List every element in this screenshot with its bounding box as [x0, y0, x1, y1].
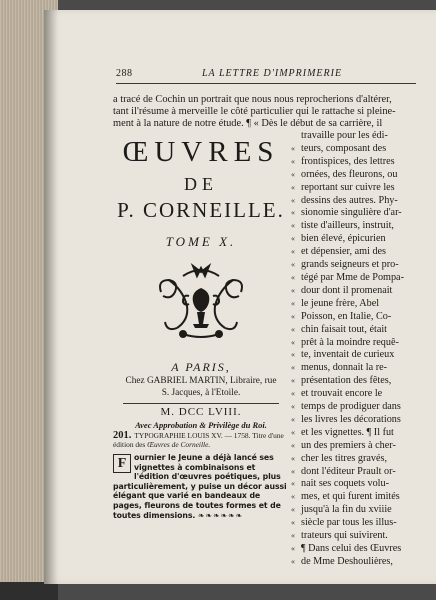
side-column-text: présentation des fêtes, — [301, 375, 392, 387]
header-rule — [116, 83, 416, 84]
side-column-line — [291, 207, 425, 220]
quote-mark: « — [291, 427, 295, 437]
side-column-line — [291, 272, 425, 285]
side-column-line — [291, 311, 425, 324]
quote-mark: « — [291, 311, 295, 321]
side-column-line — [291, 453, 425, 466]
side-column-text: travaille pour les édi- — [301, 130, 388, 141]
side-column-text: dont l'éditeur Prault or- — [301, 465, 396, 477]
quote-mark: « — [291, 260, 295, 270]
side-column-text: prêt à la moindre requê- — [301, 336, 399, 348]
quote-mark: « — [291, 479, 295, 489]
quote-mark: « — [291, 531, 295, 541]
side-column-line — [291, 143, 425, 156]
quote-mark: « — [291, 389, 295, 399]
side-column-line — [291, 337, 425, 350]
plate-year: M. DCC LVIII. — [160, 406, 242, 418]
caption-text: TYPOGRAPHIE LOUIS XV. — 1758. Titre d'une édition des — [113, 431, 284, 449]
quote-mark: « — [291, 208, 295, 218]
fleuron-ornament-icon — [153, 262, 249, 342]
figure-caption — [113, 432, 289, 449]
running-head — [116, 68, 416, 82]
side-column-text: le jeune frère, Abel — [301, 297, 380, 309]
quote-mark: « — [291, 324, 295, 334]
quote-mark: « — [291, 298, 295, 308]
quote-mark: « — [291, 195, 295, 205]
plate-title: ŒUVRES — [122, 136, 280, 168]
side-column-text: frontispices, des lettres — [301, 155, 395, 167]
quote-mark: « — [291, 234, 295, 244]
side-column-line — [291, 427, 425, 440]
side-column-text: les livres les décorations — [301, 413, 401, 425]
plate-divider — [123, 403, 279, 404]
quote-mark: « — [291, 556, 295, 566]
intro-line: ment à la nature de notre étude. ¶ « Dès le début de sa carrière, il — [113, 118, 383, 130]
side-column-line — [291, 233, 425, 246]
side-column-text: mes, et qui furent imités — [301, 491, 400, 503]
plate-city: A PARIS, — [171, 360, 231, 374]
quote-mark: « — [291, 247, 295, 257]
page-number: 288 — [116, 68, 133, 79]
quote-mark: « — [291, 350, 295, 360]
side-column-text: tiste d'ailleurs, instruit, — [301, 220, 394, 232]
side-column-line — [291, 491, 425, 504]
quote-mark: « — [291, 143, 295, 153]
side-column-text: dour dont il promenait — [301, 284, 393, 296]
side-column-line — [291, 517, 425, 530]
side-column-text: et les vignettes. ¶ Il fut — [301, 426, 394, 438]
quote-mark: « — [291, 221, 295, 231]
side-column-text: chin faisait tout, était — [301, 323, 388, 335]
quote-mark: « — [291, 466, 295, 476]
side-column-line — [291, 556, 425, 569]
side-column-text: menus, donnait la re- — [301, 362, 388, 374]
side-column-text: siècle par tous les illus- — [301, 517, 397, 529]
side-column-line — [291, 182, 425, 195]
figure-number: 201. — [113, 430, 132, 441]
plate-privilege: Avec Approbation & Privilège du Roi. — [135, 420, 267, 430]
side-column-text: dessins des autres. Phy- — [301, 194, 398, 206]
vignette-ornament-icon: ❧❧❧❧❧❧ — [197, 510, 244, 520]
quote-mark: « — [291, 505, 295, 515]
side-column-line — [291, 195, 425, 208]
side-column-text: tégé par Mme de Pompa- — [301, 271, 404, 283]
quote-mark: « — [291, 440, 295, 450]
quote-mark: « — [291, 414, 295, 424]
side-column-line — [291, 362, 425, 375]
plate-tome: TOME X. — [165, 234, 237, 249]
side-column-line — [291, 298, 425, 311]
side-column-line — [291, 246, 425, 259]
quote-mark: « — [291, 544, 295, 553]
intro-paragraph — [113, 94, 417, 131]
side-column-line — [291, 401, 425, 414]
side-column-text: cher les titres gravés, — [301, 452, 387, 464]
gutter-shadow — [44, 10, 58, 584]
intro-line: tant il'résume à merveille le côté particulier qui le rattache si pleine- — [113, 106, 396, 118]
side-column-line — [291, 130, 425, 143]
side-column-text: et trouvait encore le — [301, 388, 383, 400]
plate-imprint-line: S. Jacques, à l'Etoile. — [161, 388, 241, 398]
dropcap: F — [113, 454, 131, 473]
quote-mark: « — [291, 492, 295, 502]
side-column-line — [291, 259, 425, 272]
side-column-text: ornées, des fleurons, ou — [301, 168, 398, 180]
notice-paragraph — [113, 453, 289, 520]
side-column-line — [291, 543, 425, 556]
quote-mark: « — [291, 337, 295, 347]
notice-text: ournier le Jeune a déjà lancé ses vignettes à combinaisons et l'édition d'œuvres poétiques, plus particulièrement, y puise un décor aussi élégant que varié en bandeaux de pages, fleurons de toutes formes et de toutes dimensions. — [113, 453, 287, 520]
quote-mark: « — [291, 518, 295, 528]
side-column-text: temps de prodiguer dans — [301, 401, 401, 413]
quote-mark: « — [291, 453, 295, 463]
plate-imprint-line: Chez GABRIEL MARTIN, Libraire, rue — [125, 376, 277, 386]
side-column-line — [291, 169, 425, 182]
side-column-line — [291, 375, 425, 388]
side-column-text: grands seigneurs et pro- — [301, 259, 399, 271]
intro-line: a tracé de Cochin un portrait que nous nous reprocherions d'altérer, — [113, 94, 392, 105]
side-column-text: bien élevé, épicurien — [301, 233, 386, 245]
side-column-line — [291, 504, 425, 517]
quote-mark: « — [291, 402, 295, 412]
side-column-line — [291, 156, 425, 169]
plate-de: DE — [184, 174, 218, 194]
side-column-text: te, inventait de curieux — [301, 349, 395, 361]
side-column-line — [291, 285, 425, 298]
side-column-text: un des premiers à cher- — [301, 439, 396, 451]
side-column-line — [291, 349, 425, 362]
quote-mark: « — [291, 182, 295, 192]
quote-mark: « — [291, 169, 295, 179]
side-column-line — [291, 440, 425, 453]
side-column-line — [291, 530, 425, 543]
plate-author: P. CORNEILLE. — [117, 198, 285, 222]
side-column-line — [291, 388, 425, 401]
side-column-text: reportant sur cuivre les — [301, 181, 395, 193]
side-column-text: teurs, composant des — [301, 142, 387, 154]
side-column-line — [291, 324, 425, 337]
quote-mark: « — [291, 363, 295, 373]
side-column-text: trateurs qui suivirent. — [301, 530, 388, 542]
side-column-text: de Mme Deshoulières, — [301, 555, 393, 567]
side-column — [291, 130, 425, 569]
side-column-line — [291, 414, 425, 427]
caption-work-title: Œuvres de Corneille. — [147, 439, 211, 449]
side-column-text: jusqu'à la fin du xviiie — [301, 504, 392, 516]
running-title: LA LETTRE D'IMPRIMERIE — [202, 68, 343, 79]
side-column-line — [291, 466, 425, 479]
side-column-text: sionomie singulière d'ar- — [301, 207, 402, 219]
quote-mark: « — [291, 156, 295, 166]
side-column-text: nait ses coquets volu- — [301, 478, 389, 490]
quote-mark: « — [291, 285, 295, 295]
quote-mark: « — [291, 272, 295, 282]
quote-mark: « — [291, 376, 295, 386]
side-column-text: et dépensier, ami des — [301, 246, 387, 258]
side-column-line — [291, 220, 425, 233]
side-column-text: ¶ Dans celui des Œuvres — [301, 543, 402, 554]
side-column-text: Poisson, en Italie, Co- — [301, 310, 392, 322]
side-column-line — [291, 478, 425, 491]
